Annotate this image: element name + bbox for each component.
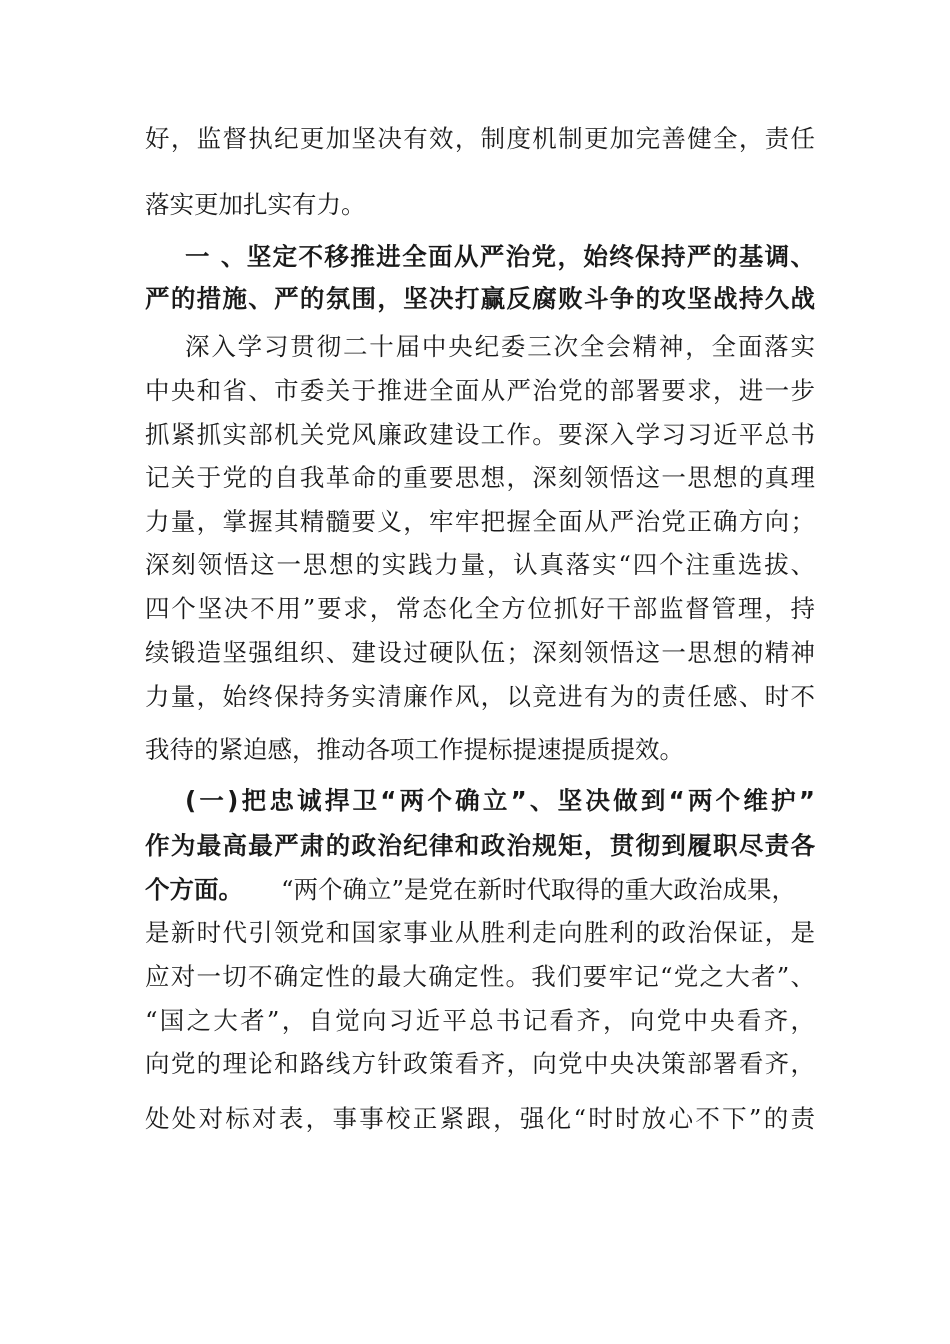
body-text-line: 应对一切不确定性的最大确定性。我们要牢记“党之大者”、 <box>145 962 815 991</box>
body-text-line: 是新时代引领党和国家事业从胜利走向胜利的政治保证，是 <box>145 918 815 947</box>
body-text-line: 记关于党的自我革命的重要思想，深刻领悟这一思想的真理 <box>145 463 815 492</box>
body-text-line: 深入学习贯彻二十届中央纪委三次全会精神，全面落实 <box>185 332 815 361</box>
body-text-line: 力量，始终保持务实清廉作风，以竞进有为的责任感、时不 <box>145 682 815 711</box>
subsection-heading-end: 个方面。 <box>145 875 243 904</box>
body-text-line: 四个坚决不用”要求，常态化全方位抓好干部监督管理，持 <box>145 594 815 623</box>
body-text-line: 抓紧抓实部机关党风廉政建设工作。要深入学习习近平总书 <box>145 420 815 449</box>
body-text-line: 我待的紧迫感，推动各项工作提标提速提质提效。 <box>145 735 684 764</box>
body-text-line: 中央和省、市委关于推进全面从严治党的部署要求，进一步 <box>145 376 815 405</box>
body-text-line: 向党的理论和路线方针政策看齐，向党中央决策部署看齐， <box>145 1049 815 1078</box>
body-text-line: 续锻造坚强组织、建设过硬队伍；深刻领悟这一思想的精神 <box>145 638 815 667</box>
mixed-text-line <box>145 875 815 905</box>
body-text-line: “国之大者”，自觉向习近平总书记看齐，向党中央看齐， <box>145 1006 815 1035</box>
body-text-line: 力量，掌握其精髓要义，牢牢把握全面从严治党正确方向； <box>145 507 815 536</box>
section-heading-line: 严的措施、严的氛围，坚决打赢反腐败斗争的攻坚战持久战 <box>145 284 815 313</box>
body-text-line: 好，监督执纪更加坚决有效，制度机制更加完善健全，责任 <box>145 124 815 153</box>
subsection-heading-line: (一)把忠诚捍卫“两个确立”、坚决做到“两个维护” <box>185 786 815 815</box>
body-text-line: 落实更加扎实有力。 <box>145 190 366 219</box>
section-heading-line: 一 、坚定不移推进全面从严治党，始终保持严的基调、 <box>185 242 815 271</box>
body-text-line: 处处对标对表，事事校正紧跟，强化“时时放心不下”的责 <box>145 1104 815 1133</box>
body-text-segment: “两个确立”是党在新时代取得的重大政治成果， <box>281 875 797 904</box>
body-text-line: 深刻领悟这一思想的实践力量，认真落实“四个注重选拔、 <box>145 550 815 579</box>
subsection-heading-line: 作为最高最严肃的政治纪律和政治规矩，贯彻到履职尽责各 <box>145 831 815 860</box>
